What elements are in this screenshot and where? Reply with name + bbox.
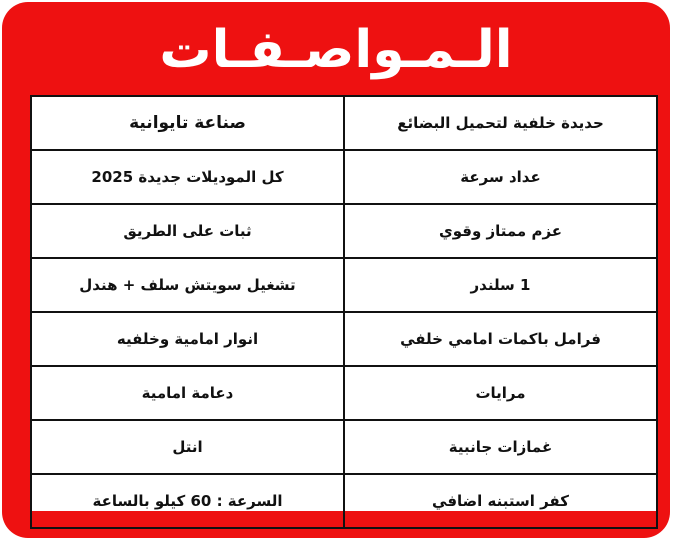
spec-cell-left: صناعة تايوانية (31, 96, 344, 150)
table-row (31, 258, 657, 312)
spec-cell-left: دعامة امامية (31, 366, 344, 420)
spec-cell-left: السرعة : 60 كيلو بالساعة (31, 474, 344, 528)
spec-cell-right: حديدة خلفية لتحميل البضائع (344, 96, 657, 150)
spec-cell-left: انتل (31, 420, 344, 474)
spec-cell-right: كفر استبنه اضافي (344, 474, 657, 528)
table-row (31, 96, 657, 150)
table-row (31, 366, 657, 420)
spec-cell-right: عداد سرعة (344, 150, 657, 204)
spec-cell-right: مرايات (344, 366, 657, 420)
spec-cell-left: تشغيل سويتش سلف + هندل (31, 258, 344, 312)
table-row (31, 312, 657, 366)
table-row (31, 150, 657, 204)
table-row (31, 474, 657, 528)
page-title: الـمـواصـفـات (159, 20, 513, 80)
spec-cell-right: فرامل باكمات امامي خلفي (344, 312, 657, 366)
specs-card (2, 2, 670, 538)
spec-cell-left: ثبات على الطريق (31, 204, 344, 258)
spec-cell-left: انوار امامية وخلفيه (31, 312, 344, 366)
table-row (31, 204, 657, 258)
specs-table (30, 95, 658, 529)
spec-cell-right: غمازات جانبية (344, 420, 657, 474)
spec-cell-right: 1 سلندر (344, 258, 657, 312)
table-row (31, 420, 657, 474)
specs-table-container (30, 95, 658, 511)
spec-cell-left: كل الموديلات جديدة 2025 (31, 150, 344, 204)
spec-cell-right: عزم ممتاز وقوي (344, 204, 657, 258)
